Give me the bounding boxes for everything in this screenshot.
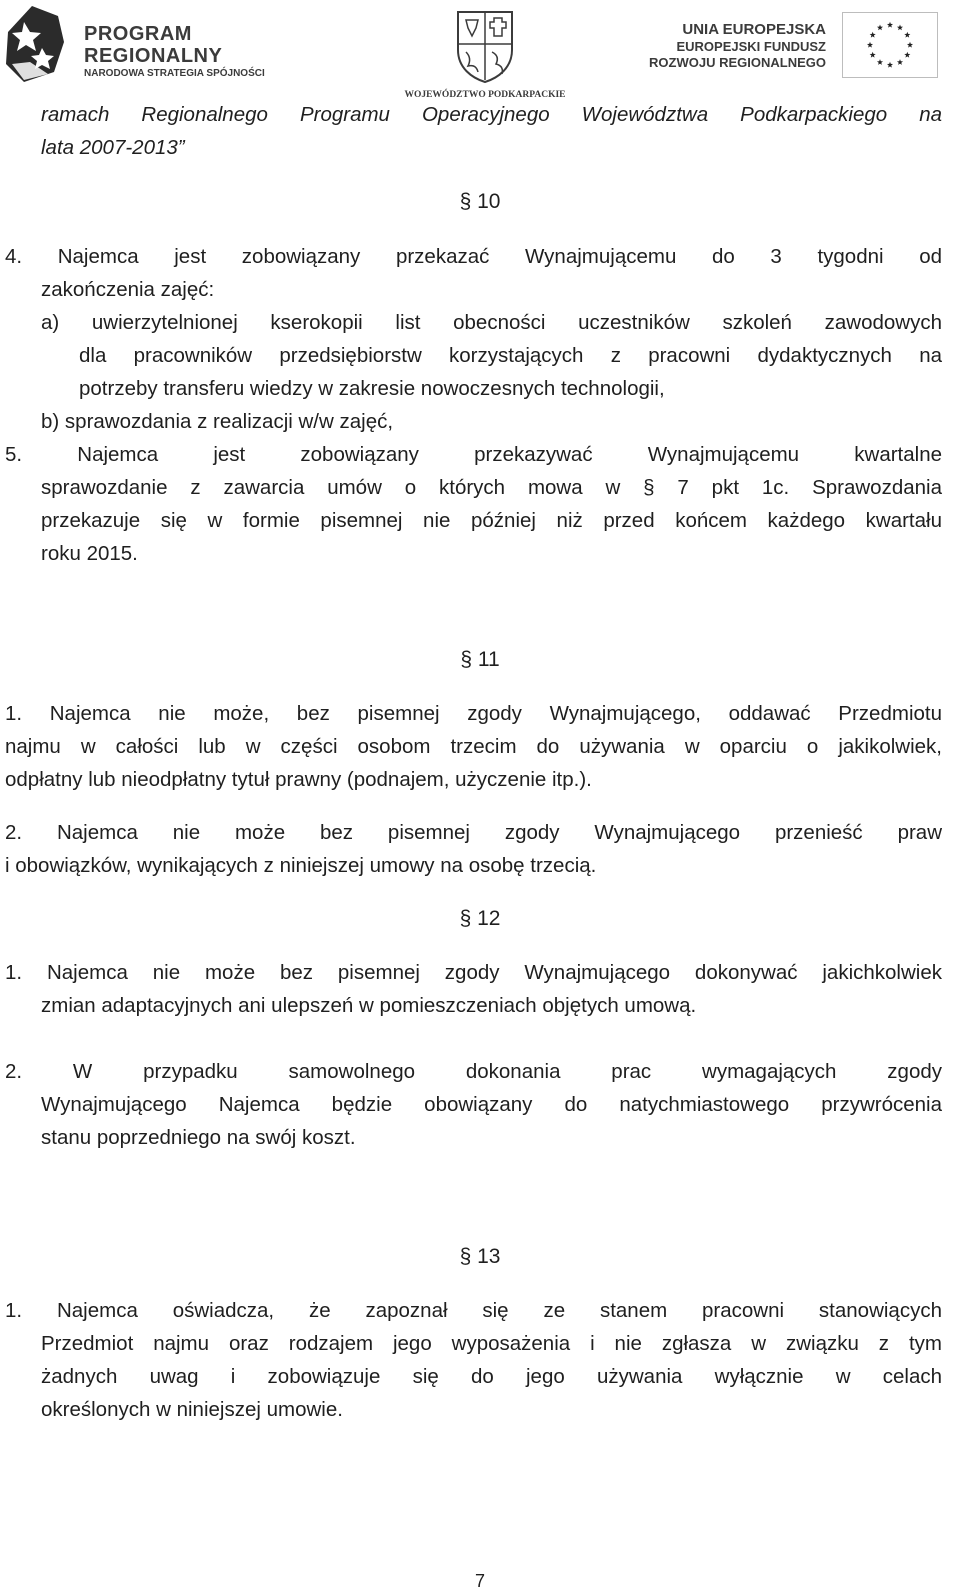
section-12-p1-line2: zmian adaptacyjnych ani ulepszeń w pomieszczeniach objętych umową. bbox=[41, 994, 697, 1017]
section-10-p5-line1: 5. Najemca jest zobowiązany przekazywać Wynajmującemu kwartalne bbox=[5, 443, 942, 466]
section-10-heading: § 10 bbox=[459, 190, 501, 213]
section-11-p1-line2: najmu w całości lub w części osobom trzecim do używania w oparciu o jakikolwiek, bbox=[5, 735, 942, 758]
intro-line-2: lata 2007-2013” bbox=[41, 136, 185, 159]
section-10-p5-line4: roku 2015. bbox=[41, 542, 138, 565]
section-10-p4-line2: zakończenia zajęć: bbox=[41, 278, 215, 301]
program-logo-line3: NARODOWA STRATEGIA SPÓJNOŚCI bbox=[84, 68, 265, 79]
section-10-p5-line3: przekazuje się w formie pisemnej nie później niż przed końcem każdego kwartału bbox=[41, 509, 942, 532]
eu-star-icon bbox=[904, 32, 910, 38]
eu-logo-line1: UNIA EUROPEJSKA bbox=[682, 21, 826, 38]
section-10-a-line1: a) uwierzytelnionej kserokopii list obecności uczestników szkoleń zawodowych bbox=[41, 311, 942, 334]
eu-star-icon bbox=[897, 59, 903, 65]
section-12-p2-line1: 2. W przypadku samowolnego dokonania prac wymagających zgody bbox=[5, 1060, 942, 1083]
eu-logo-line3: ROZWOJU REGIONALNEGO bbox=[649, 55, 826, 70]
program-logo-line1: PROGRAM bbox=[84, 23, 192, 45]
intro-line-1: ramach Regionalnego Programu Operacyjnego Województwa Podkarpackiego na bbox=[41, 103, 942, 126]
eu-star-icon bbox=[870, 52, 876, 58]
podkarpackie-crest-logo bbox=[390, 6, 580, 100]
eu-stars-icon bbox=[843, 13, 937, 77]
section-12-p1-line1: 1. Najemca nie może bez pisemnej zgody Wynajmującego dokonywać jakichkolwiek bbox=[5, 961, 942, 984]
eu-star-icon bbox=[870, 32, 876, 38]
section-10-a-line3: potrzeby transferu wiedzy w zakresie nowoczesnych technologii, bbox=[79, 377, 665, 400]
section-12-p2-line2: Wynajmującego Najemca będzie obowiązany do natychmiastowego przywrócenia bbox=[41, 1093, 942, 1116]
section-12-p2-line3: stanu poprzedniego na swój koszt. bbox=[41, 1126, 356, 1149]
eu-star-icon bbox=[897, 24, 903, 30]
eu-star-icon bbox=[877, 24, 883, 30]
section-10-a-line2: dla pracowników przedsiębiorstw korzystających z pracowni dydaktycznych na bbox=[79, 344, 942, 367]
document-header bbox=[0, 0, 960, 100]
eu-fund-logo bbox=[649, 12, 938, 80]
section-13-p1-line1: 1. Najemca oświadcza, że zapoznał się ze stanem pracowni stanowiących bbox=[5, 1299, 942, 1322]
section-12-heading: § 12 bbox=[459, 907, 501, 930]
voivodeship-caption: WOJEWÓDZTWO PODKARPACKIE bbox=[404, 90, 566, 100]
eu-star-icon bbox=[887, 62, 893, 68]
section-13-p1-line3: żadnych uwag i zobowiązuje się do jego używania wyłącznie w celach bbox=[41, 1365, 942, 1388]
section-11-p1-line3: odpłatny lub nieodpłatny tytuł prawny (podnajem, użyczenie itp.). bbox=[5, 768, 592, 791]
eu-star-icon bbox=[904, 52, 910, 58]
eu-star-icon bbox=[887, 22, 893, 28]
eu-flag-icon bbox=[842, 12, 938, 78]
voivodeship-crest-icon bbox=[454, 6, 516, 84]
eu-star-icon bbox=[907, 42, 913, 48]
eu-logo-line2: EUROPEJSKI FUNDUSZ bbox=[676, 39, 826, 54]
section-13-p1-line2: Przedmiot najmu oraz rodzajem jego wyposażenia i nie zgłasza w związku z tym bbox=[41, 1332, 942, 1355]
section-11-p2-line1: 2. Najemca nie może bez pisemnej zgody Wynajmującego przenieść praw bbox=[5, 821, 942, 844]
section-11-heading: § 11 bbox=[460, 648, 500, 671]
section-11-p1-line1: 1. Najemca nie może, bez pisemnej zgody Wynajmującego, oddawać Przedmiotu bbox=[5, 702, 942, 725]
section-11-p2-line2: i obowiązków, wynikających z niniejszej umowy na osobę trzecią. bbox=[5, 854, 597, 877]
section-10-p4-line1: 4. Najemca jest zobowiązany przekazać Wynajmującemu do 3 tygodni od bbox=[5, 245, 942, 268]
section-10-b-line1: b) sprawozdania z realizacji w/w zajęć, bbox=[41, 410, 394, 433]
program-regionalny-emblem-icon bbox=[4, 2, 80, 86]
page-number: 7 bbox=[474, 1571, 485, 1591]
program-regionalny-logo bbox=[4, 2, 276, 86]
section-10-p5-line2: sprawozdanie z zawarcia umów o których mowa w § 7 pkt 1c. Sprawozdania bbox=[41, 476, 942, 499]
program-logo-line2: REGIONALNY bbox=[84, 45, 223, 67]
section-13-heading: § 13 bbox=[459, 1245, 501, 1268]
section-13-p1-line4: określonych w niniejszej umowie. bbox=[41, 1398, 343, 1421]
eu-star-icon bbox=[867, 42, 873, 48]
eu-star-icon bbox=[877, 59, 883, 65]
